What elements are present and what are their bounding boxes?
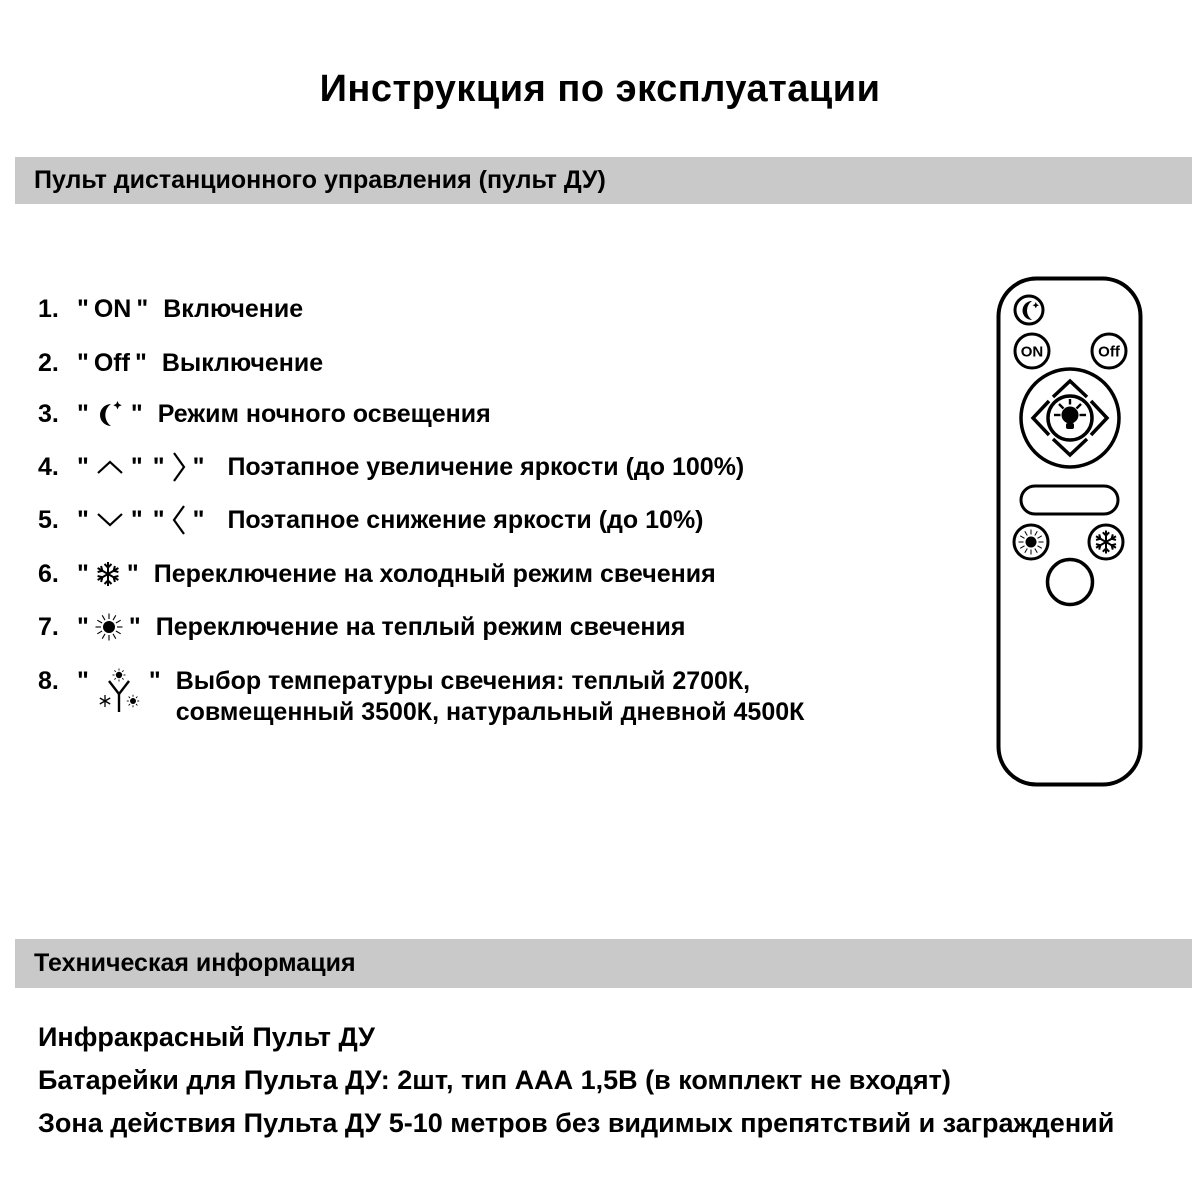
list-item: [38, 291, 303, 327]
quote-mark: ": [77, 452, 89, 481]
snowflake-icon: [94, 560, 122, 588]
quote-mark: ": [192, 452, 205, 481]
item-number: 1.: [38, 294, 59, 323]
quote-mark: ": [77, 559, 89, 588]
color-temperature-select-icon: [94, 668, 144, 714]
item-text: [176, 666, 805, 728]
chevron-down-icon: [94, 510, 126, 530]
quote-mark: ": [126, 559, 139, 588]
item-number: 4.: [38, 452, 59, 481]
quote-mark: ": [130, 505, 143, 534]
quote-mark: ": [130, 452, 143, 481]
item-text: Режим ночного освещения: [157, 399, 491, 428]
quote-mark: ": [77, 294, 89, 323]
item-number: 3.: [38, 399, 59, 428]
quote-mark: ": [136, 294, 149, 323]
quote-mark: ": [134, 348, 147, 377]
item-number: 5.: [38, 505, 59, 534]
list-item: [38, 502, 704, 538]
svg-text:ON: ON: [1020, 343, 1044, 361]
item-number: 8.: [38, 667, 59, 695]
item-text-line2: совмещенный 3500К, натуральный дневной 4500К: [175, 698, 805, 726]
quote-mark: ": [128, 612, 141, 641]
chevron-right-icon: [170, 449, 188, 485]
quote-mark: ": [152, 452, 165, 481]
svg-text:Off: Off: [1098, 343, 1120, 361]
item-text: Переключение на теплый режим свечения: [155, 612, 686, 641]
quote-mark: ": [192, 505, 205, 534]
page-title: Инструкция по эксплуатации: [319, 68, 881, 110]
item-number: 2.: [38, 348, 59, 377]
item-text: Включение: [163, 294, 304, 323]
item-number: 7.: [38, 612, 59, 641]
remote-control-diagram: [996, 276, 1143, 787]
tech-info-line: Инфракрасный Пульт ДУ: [38, 1022, 375, 1052]
list-item: [38, 609, 685, 645]
quote-mark: ": [77, 612, 89, 641]
list-item: [38, 396, 491, 432]
section-header-remote: [15, 157, 1192, 204]
list-item: [38, 449, 744, 485]
crescent-moon-icon: [94, 398, 126, 430]
list-item: [38, 345, 323, 381]
item-number: 6.: [38, 559, 59, 588]
on-button: [1015, 334, 1049, 368]
list-item: [38, 666, 804, 728]
list-item: [38, 556, 716, 592]
quote-mark: ": [152, 505, 165, 534]
off-button-label: Off: [93, 348, 130, 377]
pill-button: [1021, 486, 1118, 514]
round-button: [1048, 560, 1093, 605]
item-text-line1: Выбор температуры свечения: теплый 2700К,: [175, 667, 751, 695]
quote-mark: ": [130, 399, 143, 428]
quote-mark: ": [77, 348, 89, 377]
tech-info-line: Батарейки для Пульта ДУ: 2шт, тип ААА 1,5В (в комплект не входят): [38, 1065, 951, 1095]
warm-mode-button: [1014, 525, 1048, 559]
quote-mark: ": [77, 667, 89, 695]
quote-mark: ": [77, 505, 89, 534]
night-mode-button: [1015, 296, 1043, 324]
off-button: [1092, 334, 1126, 368]
section-header-tech: [15, 939, 1192, 988]
tech-info-line: Зона действия Пульта ДУ 5-10 метров без видимых препятствий и заграждений: [38, 1108, 1115, 1138]
cold-mode-button: [1089, 525, 1123, 559]
quote-mark: ": [77, 399, 89, 428]
item-text: Поэтапное снижение яркости (до 10%): [227, 505, 704, 534]
chevron-up-icon: [94, 457, 126, 477]
sun-icon: [94, 612, 124, 642]
on-button-label: ON: [93, 294, 132, 323]
item-text: Поэтапное увеличение яркости (до 100%): [227, 452, 745, 481]
item-text: Переключение на холодный режим свечения: [153, 559, 716, 588]
quote-mark: ": [148, 667, 161, 695]
item-text: Выключение: [161, 348, 324, 377]
dpad-brightness-control: [1021, 369, 1119, 467]
section-header-remote-label: Пульт дистанционного управления (пульт ДУ): [34, 166, 606, 194]
chevron-left-icon: [170, 502, 188, 538]
section-header-tech-label: Техническая информация: [34, 949, 356, 977]
